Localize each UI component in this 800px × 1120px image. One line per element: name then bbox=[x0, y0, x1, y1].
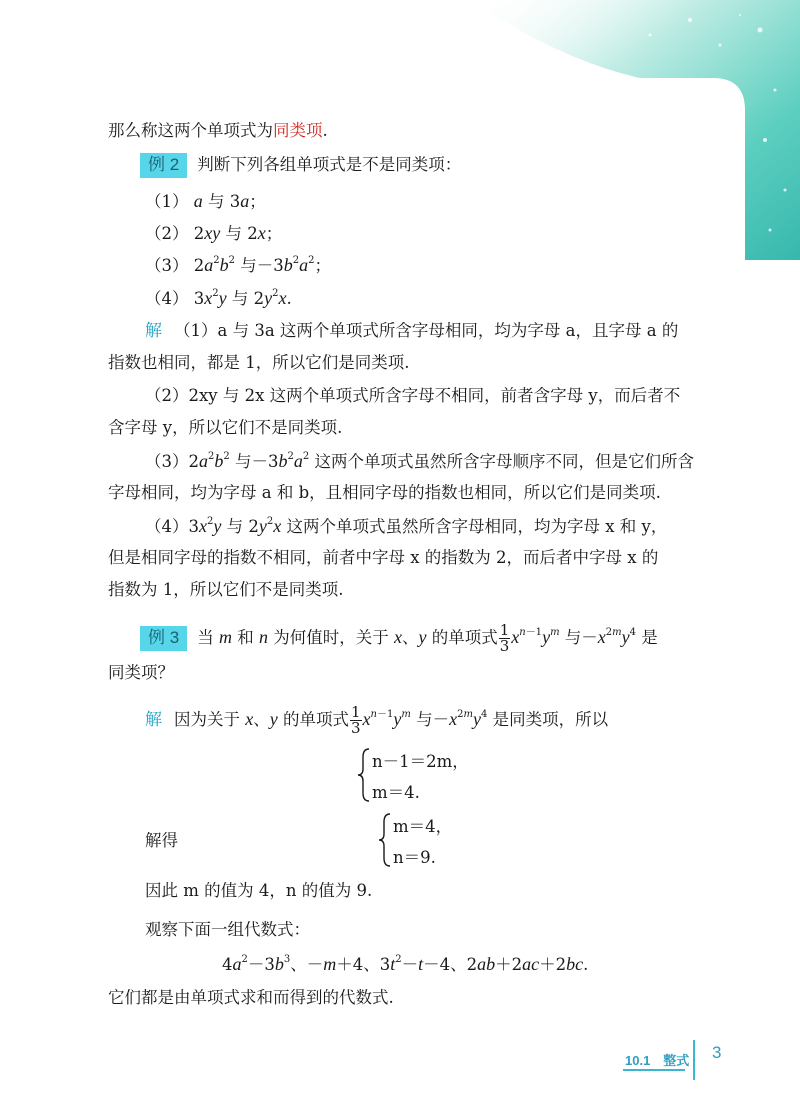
result-brace bbox=[378, 812, 392, 868]
solution-text: 这两个单项式虽然所含字母相同，均为字母 x 和 y， bbox=[286, 517, 668, 536]
equation-1: n－1＝2m， bbox=[372, 752, 469, 771]
solution3-line-1: 解 因为关于 x、y 的单项式 $\frac{1}{3}$ $x^{n-1}y^m$ 与$-x^{2m}y^4$ 是同类项，所以 bbox=[145, 703, 609, 737]
result-2: n＝9. bbox=[393, 848, 436, 867]
example3-line-2: 同类项？ bbox=[108, 663, 174, 682]
expression-list: $4a^2-3b^3$、－m＋4、$3t^2-t-4$、2ab＋2ac＋2bc. bbox=[222, 954, 589, 974]
conclusion: 因此 m 的值为 4，n 的值为 9. bbox=[145, 881, 373, 900]
q-text: 为何值时，关于 bbox=[273, 628, 389, 647]
fraction-one-third: $\frac{1}{3}$ bbox=[351, 703, 361, 737]
example2-item-3: （3） $2a^2b^2$ 与$-3b^2a^2$； bbox=[145, 255, 331, 275]
solution2-line-7: $(4)3x^2y$ 与 $2y^2x$ 这两个单项式虽然所含字母相同，均为字母 x 和 y， bbox=[145, 516, 668, 536]
observe-text: 观察下面一组代数式： bbox=[145, 920, 310, 939]
item-number: （1） bbox=[145, 192, 189, 211]
example2-item-2: （2） 2xy 与 2x； bbox=[145, 223, 283, 243]
solution2-line-8: 但是相同字母的指数不相同，前者中字母 x 的指数为 2，而后者中字母 x 的 bbox=[108, 548, 659, 567]
example2-item-4: （4） $3x^2y$ 与 $2y^2x$. bbox=[145, 288, 292, 308]
footer-divider bbox=[693, 1040, 695, 1080]
example3-tag: 例 3 bbox=[140, 626, 187, 651]
fraction-one-third: $\frac{1}{3}$ bbox=[499, 621, 510, 655]
solution2-line-1 bbox=[145, 320, 678, 342]
page-number: 3 bbox=[712, 1043, 722, 1062]
example2-tag: 例 2 bbox=[140, 153, 187, 178]
q-text: 与 bbox=[564, 628, 582, 647]
s-text: 是同类项，所以 bbox=[492, 710, 609, 729]
footer-underline bbox=[623, 1069, 685, 1071]
q-text: 和 bbox=[237, 628, 254, 647]
s-text: 的单项式 bbox=[283, 710, 349, 729]
solution2-line-9: 指数为 1，所以它们不是同类项. bbox=[108, 580, 344, 599]
result-1: m＝4， bbox=[393, 817, 453, 836]
solution-text: 这两个单项式虽然所含字母顺序不同，但是它们所含 bbox=[314, 452, 694, 471]
item-number: （3） bbox=[145, 256, 189, 275]
intro-suffix: . bbox=[322, 121, 328, 140]
key-term-like-terms: 同类项 bbox=[273, 121, 323, 140]
final-sentence: 它们都是由单项式求和而得到的代数式. bbox=[108, 988, 394, 1007]
intro-line bbox=[108, 120, 328, 142]
s-text: 、 bbox=[253, 710, 270, 729]
solution2-line-5: $(3)2a^2b^2$ 与$-3b^2a^2$ 这两个单项式虽然所含字母顺序不同，但是它们所含 bbox=[145, 451, 694, 471]
q-text: 当 bbox=[197, 628, 214, 647]
s-text: 与 bbox=[416, 710, 433, 729]
equation-2: m＝4. bbox=[372, 783, 420, 802]
example2-heading bbox=[140, 153, 461, 178]
system-brace bbox=[357, 747, 371, 803]
intro-prefix: 那么称这两个单项式为 bbox=[108, 121, 273, 140]
solution-label: 解 bbox=[145, 710, 162, 729]
q-text: 是 bbox=[641, 628, 658, 647]
q-text: 、 bbox=[401, 628, 419, 647]
item-number: （2） bbox=[145, 224, 189, 243]
solution2-line-4: 含字母 y，所以它们不是同类项. bbox=[108, 418, 343, 437]
solution-label: 解 bbox=[145, 321, 162, 340]
footer-section-label: 10.1 整式 bbox=[625, 1053, 690, 1068]
example2-question: 判断下列各组单项式是不是同类项： bbox=[197, 155, 462, 174]
solve-label: 解得 bbox=[145, 831, 178, 850]
part-number: （1） bbox=[174, 321, 218, 340]
item-number: （4） bbox=[145, 289, 189, 308]
example2-item-1: （1） a 与 3a； bbox=[145, 191, 266, 211]
solution2-line-6: 字母相同，均为字母 a 和 b，且相同字母的指数也相同，所以它们是同类项. bbox=[108, 483, 661, 502]
solution2-line-2: 指数也相同，都是 1，所以它们是同类项. bbox=[108, 353, 410, 372]
example3-heading: 例 3 当 m 和 n 为何值时，关于 x、y 的单项式 $\frac{1}{3}$ $x^{n-1}y^m$ 与$-x^{2m}y^4$ 是 bbox=[140, 623, 658, 654]
s-text: 因为关于 bbox=[174, 710, 240, 729]
solution-text: a 与 3a 这两个单项式所含字母相同，均为字母 a，且字母 a 的 bbox=[217, 321, 679, 340]
solution2-line-3: （2）2xy 与 2x 这两个单项式所含字母不相同，前者含字母 y，而后者不 bbox=[145, 386, 681, 405]
q-text: 的单项式 bbox=[431, 628, 498, 647]
